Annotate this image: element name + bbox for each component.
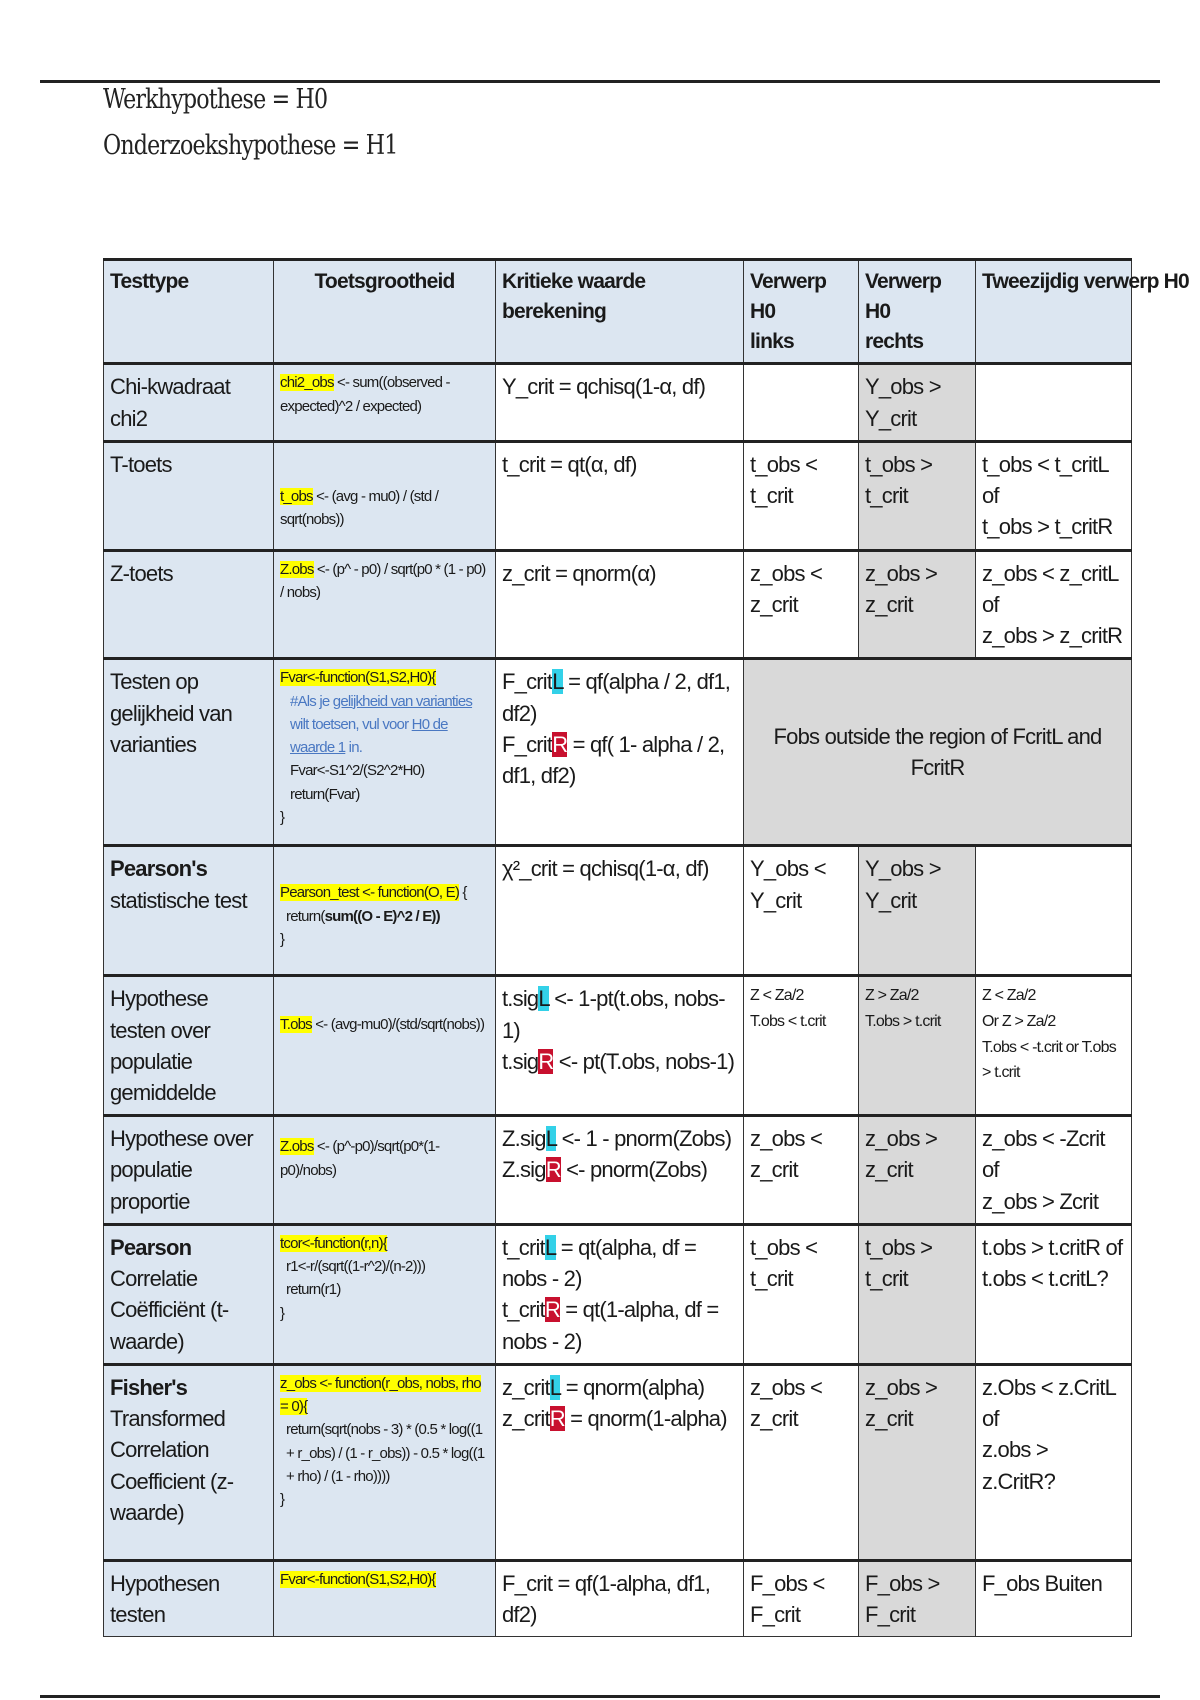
two-cell xyxy=(976,1116,1132,1225)
crit-line xyxy=(502,1046,737,1077)
crit-part: Z.sig xyxy=(502,1157,546,1183)
crit-mark-left: L xyxy=(545,1126,557,1152)
two-line: z_obs < z_critL of xyxy=(982,560,1118,617)
right-cell: z_obs > z_crit xyxy=(859,550,976,659)
header-links-line2: links xyxy=(750,329,794,353)
stat-bold: sum((O - E)^2 / E)) xyxy=(324,907,440,925)
two-line: Z < Za/2 xyxy=(982,987,1036,1005)
two-line: z_obs > z_critR xyxy=(982,623,1123,649)
bottom-rule xyxy=(40,1695,1160,1698)
testtype-bold: Pearson's xyxy=(110,856,208,882)
crit-part: t.sig xyxy=(502,986,539,1012)
stat-line: r1<-r/(sqrt((1-r^2)/(n-2))) xyxy=(286,1258,426,1276)
crit-mark-right: R xyxy=(549,1406,565,1432)
right-line: Z > Za/2 xyxy=(865,987,919,1005)
stat-text: <- (avg - mu0) / (std / sqrt(nobs)) xyxy=(280,487,439,528)
right-cell: F_obs > F_crit xyxy=(859,1560,976,1636)
two-cell xyxy=(976,1224,1132,1364)
stat-line: } xyxy=(280,930,285,948)
header-testtype: Testtype xyxy=(104,260,274,364)
stat-highlight: Pearson_test <- function(O, E) xyxy=(280,884,460,902)
crit-cell xyxy=(496,976,744,1116)
stat-cell xyxy=(274,550,496,659)
crit-part: F_crit xyxy=(502,669,553,695)
table-row xyxy=(104,1364,1132,1560)
header-tweezijdig: Tweezijdig verwerp H0 xyxy=(976,260,1132,364)
crit-cell xyxy=(496,1224,744,1364)
comment-part: wilt toetsen, vul voor xyxy=(290,715,412,733)
crit-part: z_crit xyxy=(502,1406,550,1432)
crit-part: t_crit xyxy=(502,1234,545,1260)
header-toetsgrootheid: Toetsgrootheid xyxy=(274,260,496,364)
stat-line xyxy=(280,881,489,904)
testtype-cell xyxy=(104,1224,274,1364)
comment-part: gelijkheid van varianties xyxy=(332,692,473,710)
two-cell xyxy=(976,846,1132,976)
crit-mark-left: L xyxy=(544,1234,556,1260)
right-cell: Y_obs > Y_crit xyxy=(859,846,976,976)
crit-mark-right: R xyxy=(538,1048,554,1074)
stat-text: <- (p^ - p0) / sqrt(p0 * (1 - p0) / nobs) xyxy=(280,560,486,601)
crit-cell: t_crit = qt(α, df) xyxy=(496,441,744,550)
crit-cell: χ²_crit = qchisq(1-α, df) xyxy=(496,846,744,976)
stat-text: <- (avg-mu0)/(std/sqrt(nobs)) xyxy=(311,1016,485,1034)
two-cell: F_obs Buiten xyxy=(976,1560,1132,1636)
testtype-cell xyxy=(104,846,274,976)
testtype-text: statistische test xyxy=(110,887,247,913)
table-row xyxy=(104,1560,1132,1636)
two-line: z.Obs < z.CritL of xyxy=(982,1374,1116,1432)
stat-line: } xyxy=(280,1304,285,1322)
crit-mark-left: L xyxy=(538,986,549,1012)
two-line: z.obs > z.CritR? xyxy=(982,1437,1056,1494)
two-line: t_obs > t_critR xyxy=(982,514,1113,540)
crit-part: = qnorm(1-alpha) xyxy=(564,1406,727,1432)
crit-part: F_crit xyxy=(502,731,553,757)
testtype-cell: Testen op gelijkheid van varianties xyxy=(104,659,274,846)
crit-part: <- pnorm(Zobs) xyxy=(560,1157,708,1183)
left-line: Z < Za/2 xyxy=(750,987,804,1005)
stat-cell xyxy=(274,659,496,846)
right-line: T.obs > t.crit xyxy=(865,1012,941,1030)
stat-text: <- (p^-p0)/sqrt(p0*(1-p0)/nobs) xyxy=(280,1138,440,1179)
two-line: t.obs > t.critR of xyxy=(982,1234,1123,1260)
crit-line xyxy=(502,1372,737,1403)
crit-cell: z_crit = qnorm(α) xyxy=(496,550,744,659)
stat-highlight: z_obs <- function(r_obs, nobs, rho = 0){ xyxy=(280,1374,481,1416)
header-rechts-line1: Verwerp H0 xyxy=(865,270,942,323)
crit-line xyxy=(502,983,737,1045)
right-cell xyxy=(859,976,976,1116)
crit-part: z_crit xyxy=(502,1374,550,1400)
crit-mark-left: L xyxy=(549,1374,561,1400)
stat-highlight: Fvar<-function(S1,S2,H0){ xyxy=(280,669,436,687)
table-row xyxy=(104,846,1132,976)
testtype-text: Correlatie Coëfficiënt (t-waarde) xyxy=(110,1266,229,1354)
stat-cell xyxy=(274,1364,496,1560)
testtype-text: Transformed Correlation Coefficient (z-waarde) xyxy=(110,1406,234,1525)
right-cell: t_obs > t_crit xyxy=(859,441,976,550)
crit-part: = qt(1-alpha, df = nobs - 2) xyxy=(502,1297,719,1354)
two-line: Or Z > Za/2 xyxy=(982,1012,1056,1030)
crit-line xyxy=(502,1154,737,1185)
right-cell: Y_obs > Y_crit xyxy=(859,364,976,441)
hypothesis-h0: Werkhypothese = H0 xyxy=(103,84,328,115)
two-line: z_obs > Zcrit xyxy=(982,1188,1099,1214)
crit-line xyxy=(502,729,737,791)
crit-part: Z.sig xyxy=(502,1126,546,1152)
stat-text: return( xyxy=(286,907,325,925)
testtype-cell: Hypothese over populatie proportie xyxy=(104,1116,274,1225)
header-kritiek: Kritieke waarde berekening xyxy=(496,260,744,364)
merged-decision-cell: Fobs outside the region of FcritL and FcritR xyxy=(744,659,1132,846)
testtype-cell: Chi-kwadraat chi2 xyxy=(104,364,274,441)
crit-mark-right: R xyxy=(552,731,568,757)
two-cell xyxy=(976,976,1132,1116)
crit-part: = qt(alpha, df = nobs - 2) xyxy=(502,1234,697,1292)
stat-highlight: chi2_obs xyxy=(280,374,334,392)
header-links-line1: Verwerp H0 xyxy=(750,270,827,323)
comment-part: #Als je xyxy=(290,692,333,710)
two-cell xyxy=(976,364,1132,441)
stat-cell xyxy=(274,846,496,976)
right-cell: z_obs > z_crit xyxy=(859,1116,976,1225)
crit-mark-left: L xyxy=(552,669,563,695)
crit-line xyxy=(502,1232,737,1294)
stat-highlight: Z.obs xyxy=(280,1138,314,1156)
stat-cell xyxy=(274,1116,496,1225)
testtype-bold: Fisher's xyxy=(110,1374,188,1400)
comment-part: in. xyxy=(345,739,363,757)
stat-text: <- sum((observed - expected)^2 / expected) xyxy=(280,374,450,415)
crit-cell: F_crit = qf(1-alpha, df1, df2) xyxy=(496,1560,744,1636)
two-line: z_obs < -Zcrit of xyxy=(982,1126,1105,1183)
crit-mark-right: R xyxy=(544,1297,560,1323)
stat-line: return(Fvar) xyxy=(290,785,360,803)
stat-line xyxy=(280,905,489,928)
crit-mark-right: R xyxy=(545,1157,561,1183)
stat-line: Fvar<-S1^2/(S2^2*H0) xyxy=(290,762,425,780)
testtype-cell: T-toets xyxy=(104,441,274,550)
crit-cell xyxy=(496,659,744,846)
top-rule xyxy=(40,80,1160,83)
testtype-cell xyxy=(104,1364,274,1560)
left-cell: Y_obs < Y_crit xyxy=(744,846,859,976)
table-row xyxy=(104,1116,1132,1225)
stat-highlight: Fvar<-function(S1,S2,H0){ xyxy=(280,1570,436,1588)
two-line: T.obs < -t.crit or T.obs > t.crit xyxy=(982,1038,1116,1082)
stat-line xyxy=(280,1232,489,1255)
stat-line: return(sqrt(nobs - 3) * (0.5 * log((1 + r_obs) / (1 - r_obs)) - 0.5 * log((1 + rho) / (1 - rho)))) xyxy=(286,1421,485,1485)
two-line: t_obs < t_critL of xyxy=(982,451,1108,509)
two-line: t.obs < t.critL? xyxy=(982,1266,1108,1292)
stat-cell xyxy=(274,976,496,1116)
crit-line xyxy=(502,666,737,728)
left-cell xyxy=(744,976,859,1116)
stat-highlight: t_obs xyxy=(280,487,313,505)
two-cell xyxy=(976,550,1132,659)
header-rechts xyxy=(859,260,976,364)
crit-part: t_crit xyxy=(502,1297,545,1323)
stat-highlight: tcor<-function(r,n){ xyxy=(280,1234,387,1252)
testtype-cell: Z-toets xyxy=(104,550,274,659)
left-cell: z_obs < z_crit xyxy=(744,1364,859,1560)
stat-line xyxy=(280,666,489,689)
table-row xyxy=(104,659,1132,846)
crit-cell: Y_crit = qchisq(1-α, df) xyxy=(496,364,744,441)
crit-part: <- pt(T.obs, nobs-1) xyxy=(553,1048,735,1074)
crit-part: = qnorm(alpha) xyxy=(560,1374,705,1400)
left-cell: F_obs < F_crit xyxy=(744,1560,859,1636)
stat-comment xyxy=(280,690,489,760)
crit-part: = qf( 1- alpha / 2, df1, df2) xyxy=(502,731,725,789)
left-cell: z_obs < z_crit xyxy=(744,550,859,659)
stat-line: } xyxy=(280,1491,285,1509)
header-row xyxy=(104,260,1132,364)
table-row xyxy=(104,550,1132,659)
statistics-table xyxy=(103,258,1189,1637)
testtype-bold: Pearson xyxy=(110,1234,192,1260)
header-rechts-line2: rechts xyxy=(865,329,924,353)
crit-cell xyxy=(496,1364,744,1560)
stat-highlight: T.obs xyxy=(280,1016,312,1034)
stat-text: { xyxy=(459,884,467,902)
table-row xyxy=(104,976,1132,1116)
crit-cell xyxy=(496,1116,744,1225)
testtype-cell: Hypothese testen over populatie gemiddelde xyxy=(104,976,274,1116)
crit-part: = qf(alpha / 2, df1, df2) xyxy=(502,669,731,726)
left-line: T.obs < t.crit xyxy=(750,1012,826,1030)
stat-cell xyxy=(274,1224,496,1364)
two-cell xyxy=(976,441,1132,550)
right-cell: z_obs > z_crit xyxy=(859,1364,976,1560)
testtype-cell: Hypothesen testen xyxy=(104,1560,274,1636)
stat-cell xyxy=(274,364,496,441)
left-cell: t_obs < t_crit xyxy=(744,1224,859,1364)
stat-line xyxy=(280,1372,489,1419)
table-row xyxy=(104,441,1132,550)
comment-part: H0 de waarde 1 xyxy=(290,715,448,757)
left-cell xyxy=(744,364,859,441)
right-cell: t_obs > t_crit xyxy=(859,1224,976,1364)
stat-highlight: Z.obs xyxy=(280,560,314,578)
table-row xyxy=(104,1224,1132,1364)
stat-line: } xyxy=(280,808,285,826)
two-cell xyxy=(976,1364,1132,1560)
crit-line xyxy=(502,1123,737,1154)
crit-part: t.sig xyxy=(502,1048,539,1074)
crit-part: <- 1-pt(t.obs, nobs-1) xyxy=(502,986,725,1043)
stat-line: return(r1) xyxy=(286,1281,341,1299)
table-row xyxy=(104,364,1132,441)
crit-part: <- 1 - pnorm(Zobs) xyxy=(556,1126,732,1152)
crit-line xyxy=(502,1403,737,1434)
crit-line xyxy=(502,1294,737,1356)
hypothesis-h1: Onderzoekshypothese = H1 xyxy=(103,130,398,161)
left-cell: z_obs < z_crit xyxy=(744,1116,859,1225)
stat-cell xyxy=(274,441,496,550)
left-cell: t_obs < t_crit xyxy=(744,441,859,550)
header-links xyxy=(744,260,859,364)
stat-cell xyxy=(274,1560,496,1636)
